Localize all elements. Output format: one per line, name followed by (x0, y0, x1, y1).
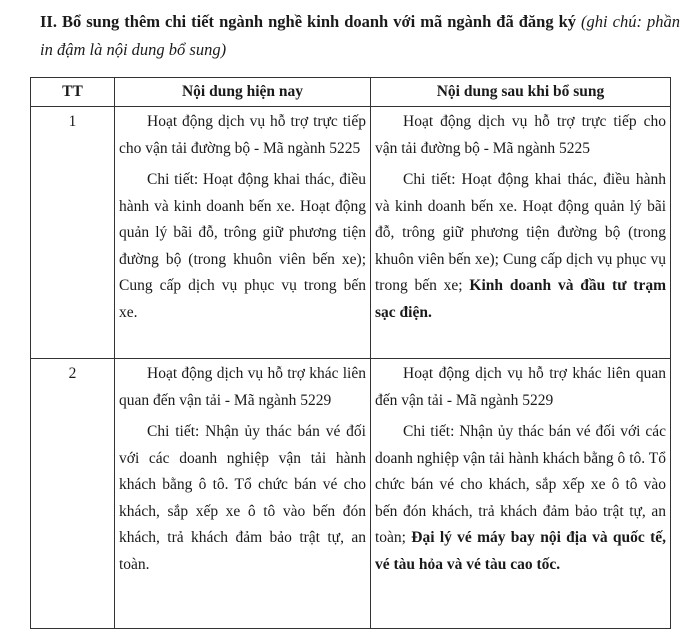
new-detail-existing: Chi tiết: Hoạt động khai thác, điều hành và kinh doanh bến xe. Hoạt động quản lý bãi đỗ, trông giữ phương tiện đường bộ (trong khuôn viên bến xe); Cung cấp dịch vụ phục vụ trong bến xe; (375, 171, 666, 294)
new-content-cell (371, 107, 671, 359)
row-number: 1 (31, 107, 115, 359)
current-line-detail: Chi tiết: Nhận ủy thác bán vé đối với các doanh nghiệp vận tải hành khách bằng ô tô. Tổ chức bán vé cho khách, sắp xếp xe ô tô vào bến đón khách, trả khách đảm bảo trật tự, an toàn. (119, 423, 366, 573)
new-detail-added: Đại lý vé máy bay nội địa và quốc tế, vé tàu hỏa và vé tàu cao tốc. (375, 529, 667, 573)
row-number: 2 (31, 359, 115, 629)
current-line-title: Hoạt động dịch vụ hỗ trợ trực tiếp cho vận tải đường bộ - Mã ngành 5225 (119, 113, 366, 157)
header-current-content: Nội dung hiện nay (115, 78, 371, 107)
new-content-cell (371, 359, 671, 629)
new-line-detail (375, 167, 666, 326)
section-heading-note: (ghi chú: phần in đậm là nội dung bổ sung) (40, 12, 680, 59)
header-tt: TT (31, 78, 115, 107)
table-row (31, 359, 671, 629)
current-content-cell (115, 359, 371, 629)
new-line-title: Hoạt động dịch vụ hỗ trợ trực tiếp cho vận tải đường bộ - Mã ngành 5225 (375, 113, 666, 157)
new-line-detail (375, 419, 666, 578)
new-line-title: Hoạt động dịch vụ hỗ trợ khác liên quan đến vận tải - Mã ngành 5229 (375, 365, 666, 409)
current-line-title: Hoạt động dịch vụ hỗ trợ khác liên quan đến vận tải - Mã ngành 5229 (119, 365, 366, 409)
section-heading-bold: II. Bổ sung thêm chi tiết ngành nghề kinh doanh với mã ngành đã đăng ký (40, 12, 577, 31)
current-line-detail: Chi tiết: Hoạt động khai thác, điều hành và kinh doanh bến xe. Hoạt động quản lý bãi đỗ, trông giữ phương tiện đường bộ (trong khuôn viên bến xe); Cung cấp dịch vụ phục vụ trong bến xe. (119, 171, 366, 321)
header-new-content: Nội dung sau khi bổ sung (371, 78, 671, 107)
new-detail-existing: Chi tiết: Nhận ủy thác bán vé đối với các doanh nghiệp vận tải hành khách bằng ô tô. Tổ chức bán vé cho khách, sắp xếp xe ô tô vào bến đón khách, trả khách đảm bảo trật tự, an toàn; (375, 423, 666, 546)
business-lines-table (30, 77, 671, 629)
section-heading (40, 8, 680, 64)
table-row (31, 107, 671, 359)
table-header-row (31, 78, 671, 107)
new-detail-added: Kinh doanh và đầu tư trạm sạc điện. (375, 277, 666, 321)
current-content-cell (115, 107, 371, 359)
